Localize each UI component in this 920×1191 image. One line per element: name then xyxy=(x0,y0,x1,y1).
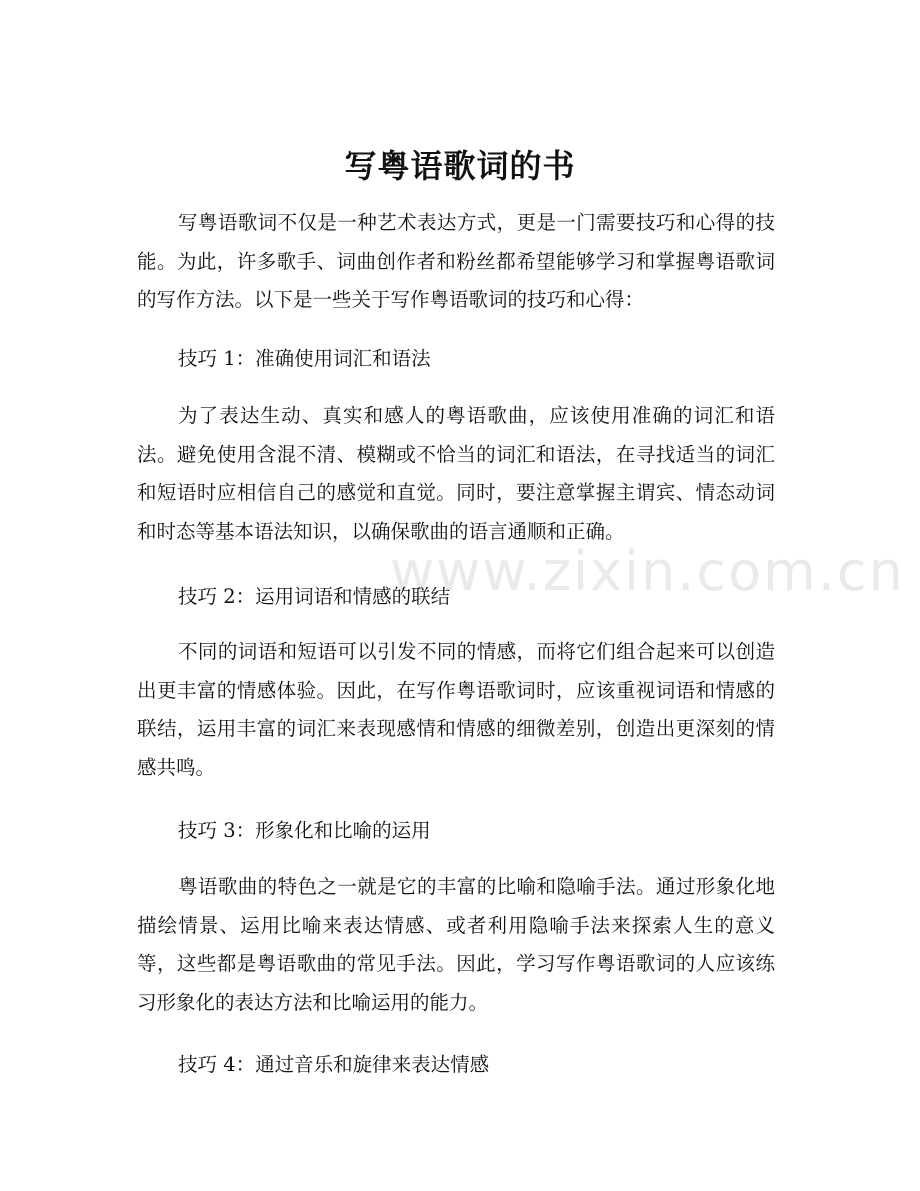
tip-3-heading: 技巧 3：形象化和比喻的运用 xyxy=(178,819,431,842)
watermark: www.zixin.com.cn xyxy=(390,540,905,603)
tip-2-paragraph: 不同的词语和短语可以引发不同的情感，而将它们组合起来可以创造出更丰富的情感体验。因此，在写作粤语歌词时，应该重视词语和情感的联结，运用丰富的词汇来表现感情和情感的细微差别，创造出更深刻的情感共鸣。 xyxy=(137,640,775,779)
document-title: 写粤语歌词的书 xyxy=(344,147,576,185)
tip-2-heading: 技巧 2：运用词语和情感的联结 xyxy=(178,585,451,608)
intro-paragraph: 写粤语歌词不仅是一种艺术表达方式，更是一门需要技巧和心得的技能。为此，许多歌手、词曲创作者和粉丝都希望能够学习和掌握粤语歌词的写作方法。以下是一些关于写作粤语歌词的技巧和心得： xyxy=(137,211,775,311)
tip-4-heading: 技巧 4：通过音乐和旋律来表达情感 xyxy=(178,1053,490,1076)
tip-1-heading: 技巧 1：准确使用词汇和语法 xyxy=(178,347,431,370)
tip-3-paragraph: 粤语歌曲的特色之一就是它的丰富的比喻和隐喻手法。通过形象化地描绘情景、运用比喻来表达情感、或者利用隐喻手法来探索人生的意义等，这些都是粤语歌曲的常见手法。因此，学习写作粤语歌词的人应该练习形象化的表达方法和比喻运用的能力。 xyxy=(137,875,775,1014)
tip-1-paragraph: 为了表达生动、真实和感人的粤语歌曲，应该使用准确的词汇和语法。避免使用含混不清、模糊或不恰当的词汇和语法，在寻找适当的词汇和短语时应相信自己的感觉和直觉。同时，要注意掌握主谓宾、情态动词和时态等基本语法知识，以确保歌曲的语言通顺和正确。 xyxy=(137,404,775,543)
